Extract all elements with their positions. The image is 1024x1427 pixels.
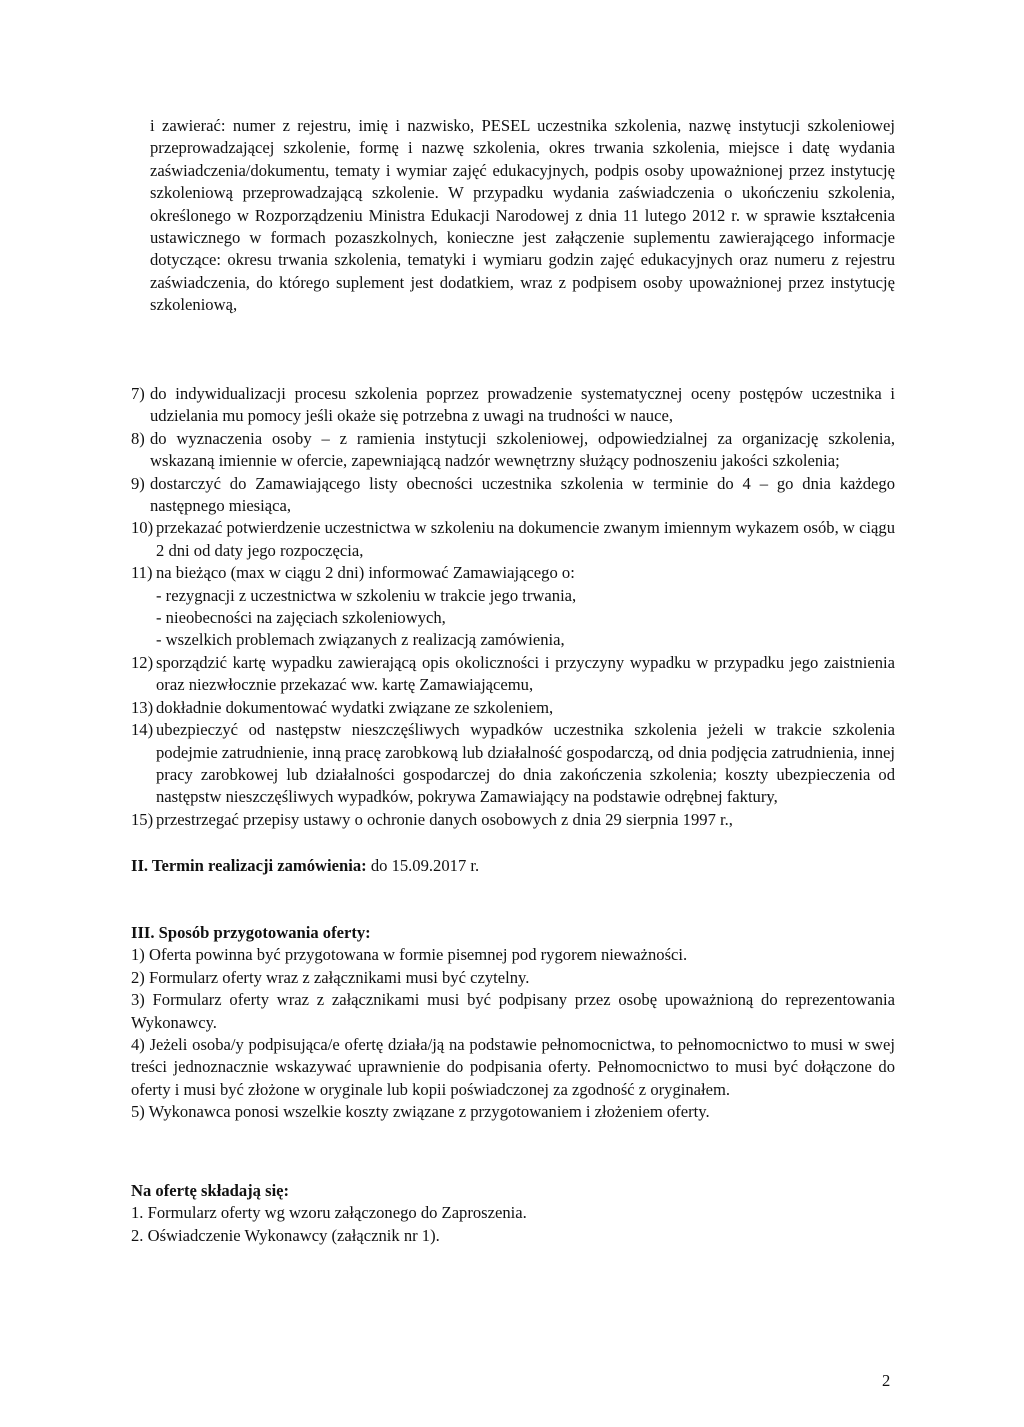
item-number: 14) bbox=[131, 720, 154, 740]
section-heading: III. Sposób przygotowania oferty: bbox=[131, 923, 371, 942]
item-number: 9) bbox=[131, 473, 145, 493]
list-item bbox=[131, 473, 895, 518]
sub-item: - rezygnacji z uczestnictwa w szkoleniu w trakcie jego trwania, bbox=[156, 585, 577, 605]
item-number: 13) bbox=[131, 697, 154, 717]
item-text: sporządzić kartę wypadku zawierającą opis okoliczności i przyczyny wypadku w przypadku jego zaistnienia oraz niezwłocznie przekazać ww. kartę Zamawiającemu, bbox=[156, 652, 895, 695]
item-text: do indywidualizacji procesu szkolenia poprzez prowadzenie systematycznej oceny postępów uczestnika i udzielania mu pomocy jeśli okaże się potrzebna z uwagi na trudności w nauce, bbox=[150, 384, 895, 426]
list-item bbox=[131, 697, 895, 719]
section-heading: Na ofertę składają się: bbox=[131, 1181, 290, 1200]
sub-item: - wszelkich problemach związanych z realizacją zamówienia, bbox=[156, 630, 565, 650]
list-item bbox=[131, 517, 895, 562]
list-item bbox=[131, 428, 895, 473]
section-deadline bbox=[131, 855, 895, 877]
deadline-value: do 15.09.2017 r. bbox=[366, 856, 480, 875]
list-item: 2) Formularz oferty wraz z załącznikami musi być czytelny. bbox=[131, 967, 530, 987]
section-heading: II. Termin realizacji zamówienia: bbox=[131, 856, 367, 875]
section-offer-preparation bbox=[131, 922, 895, 1124]
item-text: dostarczyć do Zamawiającego listy obecności uczestnika szkolenia w terminie do 4 – go dnia każdego następnego miesiąca, bbox=[150, 473, 895, 516]
item-number: 15) bbox=[131, 809, 154, 829]
list-item: 5) Wykonawca ponosi wszelkie koszty związane z przygotowaniem i złożeniem oferty. bbox=[131, 1102, 710, 1122]
list-item bbox=[131, 383, 895, 428]
item-text: na bieżąco (max w ciągu 2 dni) informować Zamawiającego o: bbox=[156, 563, 575, 583]
list-item: 3) Formularz oferty wraz z załącznikami musi być podpisany przez osobę upoważnioną do reprezentowania Wykonawcy. bbox=[131, 990, 895, 1032]
list-item: 1) Oferta powinna być przygotowana w formie pisemnej pod rygorem nieważności. bbox=[131, 945, 688, 965]
list-item: 2. Oświadczenie Wykonawcy (załącznik nr 1). bbox=[131, 1225, 440, 1245]
sub-item: - nieobecności na zajęciach szkoleniowych, bbox=[156, 608, 446, 628]
item-text: ubezpieczyć od następstw nieszczęśliwych wypadków uczestnika szkolenia jeżeli w trakcie szkolenia podejmie zatrudnienie, inną pracę zarobkową lub działalność gospodarczą, od dnia podjęcia zatrudnienia, innej pracy zarobkowej lub działalności gospodarczej do dnia zakończenia szkolenia; koszty ubezpieczenia od następstw nieszczęśliwych wypadków, pokrywa Zamawiający na podstawie odrębnej faktury, bbox=[156, 720, 895, 807]
page-number: 2 bbox=[882, 1371, 891, 1390]
section-offer-contents bbox=[131, 1180, 895, 1247]
item-number: 8) bbox=[131, 428, 145, 448]
sub-list bbox=[156, 585, 895, 652]
item-text: przestrzegać przepisy ustawy o ochronie danych osobowych z dnia 29 sierpnia 1997 r., bbox=[156, 809, 733, 829]
intro-paragraph: i zawierać: numer z rejestru, imię i nazwisko, PESEL uczestnika szkolenia, nazwę instytucji szkoleniowej przeprowadzającej szkolenie, formę i nazwę szkolenia, okres trwania szkolenia, miejsce i datę wydania zaświadczenia/dokumentu, tematy i wymiar zajęć edukacyjnych, podpis osoby upoważnionej przez instytucję szkoleniową przeprowadzającą szkolenie. W przypadku wydania zaświadczenia o ukończeniu szkolenia, określonego w Rozporządzeniu Ministra Edukacji Narodowej z dnia 11 lutego 2012 r. w sprawie kształcenia ustawicznego w formach pozaszkolnych, konieczne jest załączenie suplementu zawierającego informacje dotyczące: okresu trwania szkolenia, tematyki i wymiaru godzin zajęć edukacyjnych oraz numeru z rejestru zaświadczenia, do którego suplement jest dodatkiem, wraz z podpisem osoby upoważnionej przez instytucję szkoleniową, bbox=[150, 116, 895, 315]
list-item: 4) Jeżeli osoba/y podpisująca/e ofertę działa/ją na podstawie pełnomocnictwa, to pełnomocnictwo to musi w swej treści jednoznacznie wskazywać uprawnienie do podpisania oferty. Pełnomocnictwo to musi być dołączone do oferty i musi być złożone w oryginale lub kopii poświadczonej za zgodność z oryginałem. bbox=[131, 1035, 895, 1099]
list-item bbox=[131, 652, 895, 697]
list-item bbox=[131, 809, 895, 831]
item-number: 10) bbox=[131, 518, 154, 538]
item-number: 12) bbox=[131, 652, 154, 672]
item-text: dokładnie dokumentować wydatki związane ze szkoleniem, bbox=[156, 697, 554, 717]
obligations-list bbox=[131, 383, 895, 831]
list-item: 1. Formularz oferty wg wzoru załączonego do Zaproszenia. bbox=[131, 1203, 527, 1223]
list-item bbox=[131, 719, 895, 809]
item-number: 11) bbox=[131, 563, 153, 583]
list-item bbox=[131, 562, 895, 652]
item-text: do wyznaczenia osoby – z ramienia instytucji szkoleniowej, odpowiedzialnej za organizację szkolenia, wskazaną imiennie w ofercie, zapewniającą nadzór wewnętrzny służący podnoszeniu jakości szkolenia; bbox=[150, 428, 895, 471]
item-number: 7) bbox=[131, 384, 145, 403]
item-text: przekazać potwierdzenie uczestnictwa w szkoleniu na dokumencie zwanym imiennym wykazem osób, w ciągu 2 dni od daty jego rozpoczęcia, bbox=[156, 518, 895, 560]
